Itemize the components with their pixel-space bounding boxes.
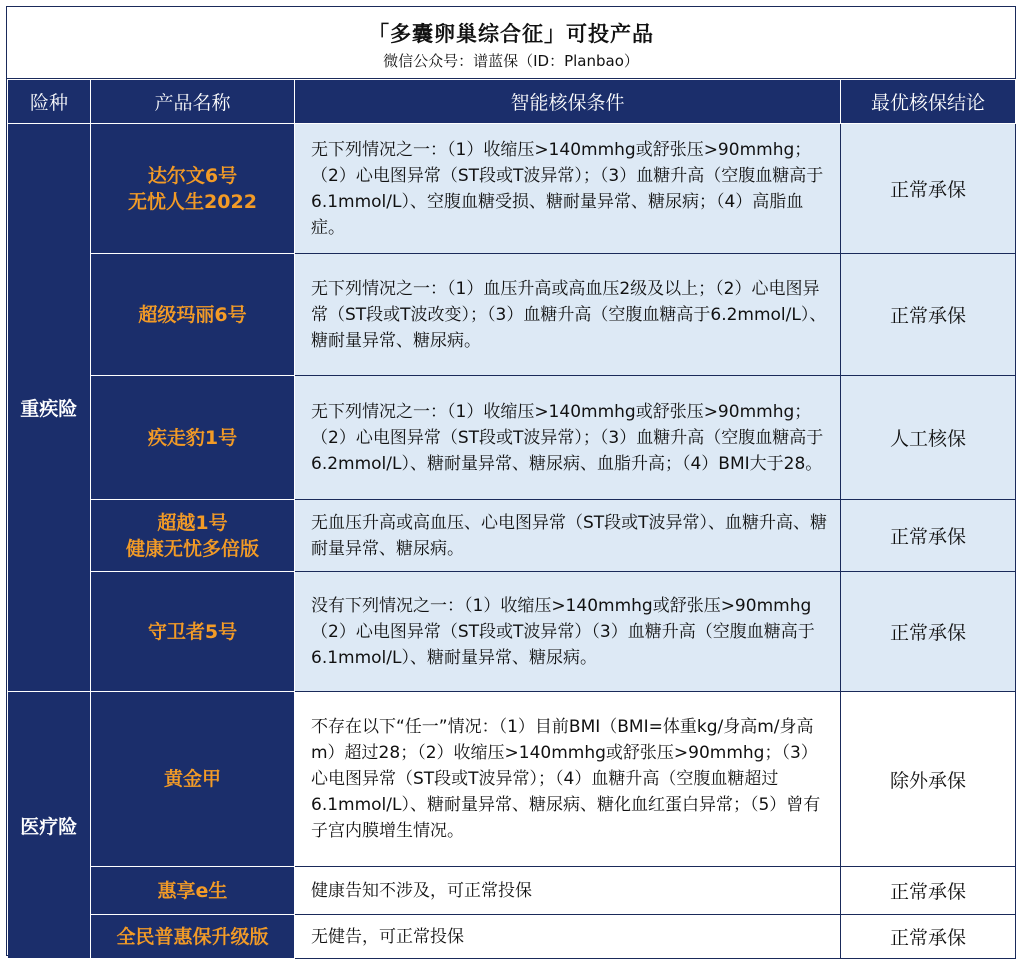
- product-name-line: 守卫者5号: [147, 620, 238, 643]
- underwriting-condition: 无下列情况之一：（1）收缩压>140mmhg或舒张压>90mmhg；（2）心电图异常（ST段或T波异常）；（3）血糖升高（空腹血糖高于6.2mmol/L）、糖耐量异常、糖尿病、血脂升高；（4）BMI大于28。: [295, 376, 841, 500]
- underwriting-result: 正常承保: [841, 915, 1016, 959]
- underwriting-condition: 无下列情况之一：（1）收缩压>140mmhg或舒张压>90mmhg；（2）心电图异常（ST段或T波异常）；（3）血糖升高（空腹血糖高于6.1mmol/L）、空腹血糖受损、糖耐量异常、糖尿病；（4）高脂血症。: [295, 124, 841, 254]
- table-title: 「多囊卵巢综合征」可投产品: [368, 22, 654, 46]
- product-name: [91, 254, 295, 376]
- underwriting-result: 人工核保: [841, 376, 1016, 500]
- header-row: [8, 80, 1016, 124]
- table-row: [8, 254, 1016, 376]
- underwriting-result: 正常承保: [841, 124, 1016, 254]
- underwriting-condition: 无健告，可正常投保: [295, 915, 841, 959]
- underwriting-result: 正常承保: [841, 254, 1016, 376]
- header-product: 产品名称: [91, 80, 295, 124]
- underwriting-result: 正常承保: [841, 500, 1016, 572]
- underwriting-condition: 没有下列情况之一：（1）收缩压>140mmhg或舒张压>90mmhg（2）心电图异常（ST段或T波异常）（3）血糖升高（空腹血糖高于6.1mmol/L）、糖耐量异常、糖尿病。: [295, 572, 841, 692]
- underwriting-result: 正常承保: [841, 572, 1016, 692]
- header-condition: 智能核保条件: [295, 80, 841, 124]
- table-row: [8, 124, 1016, 254]
- table-row: [8, 500, 1016, 572]
- category-medical: 医疗险: [8, 692, 91, 959]
- underwriting-condition: 无下列情况之一：（1）血压升高或高血压2级及以上；（2）心电图异常（ST段或T波改变）；（3）血糖升高（空腹血糖高于6.2mmol/L）、糖耐量异常、糖尿病。: [295, 254, 841, 376]
- table-row: [8, 867, 1016, 915]
- underwriting-condition: 不存在以下“任一”情况：（1）目前BMI（BMI=体重kg/身高m/身高m）超过28；（2）收缩压>140mmhg或舒张压>90mmhg；（3）心电图异常（ST段或T波异常）；（4）血糖升高（空腹血糖超过6.1mmol/L）、糖耐量异常、糖尿病、糖化血红蛋白异常；（5）曾有子宫内膜增生情况。: [295, 692, 841, 867]
- header-result: 最优核保结论: [841, 80, 1016, 124]
- product-name: [91, 867, 295, 915]
- underwriting-result: 正常承保: [841, 867, 1016, 915]
- table-row: [8, 376, 1016, 500]
- product-name: [91, 376, 295, 500]
- product-name-line: 无忧人生2022: [128, 190, 257, 213]
- table-subtitle: 微信公众号：谱蓝保（ID：Planbao）: [383, 52, 639, 70]
- underwriting-condition: 健康告知不涉及，可正常投保: [295, 867, 841, 915]
- product-name-line: 惠享e生: [157, 879, 228, 902]
- table-row: [8, 572, 1016, 692]
- product-name: [91, 124, 295, 254]
- product-name: [91, 692, 295, 867]
- product-name-line: 达尔文6号: [147, 164, 238, 187]
- title-block: [7, 7, 1015, 79]
- table-row: [8, 915, 1016, 959]
- product-name-line: 超级玛丽6号: [138, 303, 247, 326]
- product-name-line: 全民普惠保升级版: [116, 925, 269, 948]
- product-name-line: 健康无忧多倍版: [125, 537, 259, 560]
- underwriting-result: 除外承保: [841, 692, 1016, 867]
- product-name-line: 黄金甲: [163, 768, 221, 790]
- product-name: [91, 915, 295, 959]
- product-name-line: 疾走豹1号: [147, 426, 238, 449]
- product-name-line: 超越1号: [157, 511, 228, 534]
- header-category: 险种: [8, 80, 91, 124]
- product-name: [91, 572, 295, 692]
- product-table-frame: [6, 6, 1016, 956]
- product-table: [7, 79, 1016, 959]
- category-critical-illness: 重疾险: [8, 124, 91, 692]
- underwriting-condition: 无血压升高或高血压、心电图异常（ST段或T波异常）、血糖升高、糖耐量异常、糖尿病。: [295, 500, 841, 572]
- product-name: [91, 500, 295, 572]
- table-row: [8, 692, 1016, 867]
